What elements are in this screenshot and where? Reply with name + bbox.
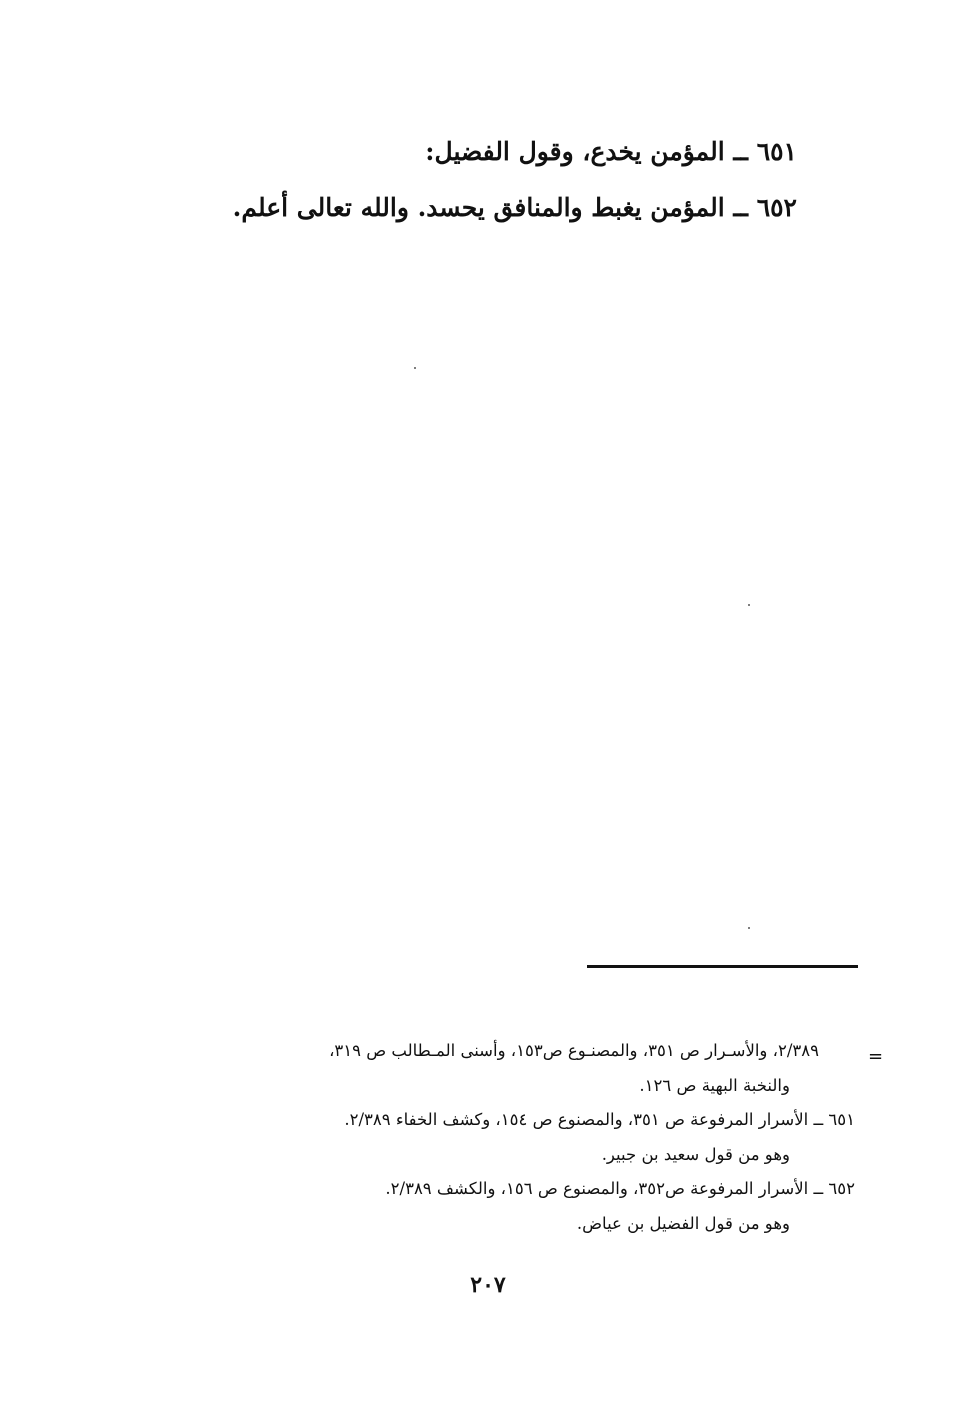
footnote-651-attribution: وهو من قول سعيد بن جبير. (601, 1145, 790, 1164)
footnote-651: ٦٥١ ــ الأسرار المرفوعة ص ٣٥١، والمصنوع ص ١٥٤، وكشف الخفاء ٢/٣٨٩. (344, 1110, 855, 1129)
footnote-652-attribution: وهو من قول الفضيل بن عياض. (576, 1214, 790, 1233)
scan-speck (748, 604, 750, 606)
continuation-marker: = (868, 1046, 884, 1067)
scan-speck (414, 367, 416, 369)
footnote-652: ٦٥٢ ــ الأسرار المرفوعة ص٣٥٢، والمصنوع ص ١٥٦، والكشف ٢/٣٨٩. (385, 1179, 855, 1198)
footnote-continuation-line: والنخبة البهية ص ١٢٦. (639, 1076, 790, 1095)
footnote-separator-rule (587, 965, 858, 968)
page-number: ٢٠٧ (470, 1272, 506, 1298)
hadith-652-text: ٦٥٢ ــ المؤمن يغبط والمنافق يحسد. والله تعالى أعلم. (232, 193, 797, 222)
footnote-continuation-line: ٢/٣٨٩، والأسـرار ص ٣٥١، والمصنـوع ص١٥٣، وأسنى المـطالب ص ٣١٩، (329, 1041, 819, 1060)
hadith-651-text: ٦٥١ ــ المؤمن يخدع، وقول الفضيل: (425, 137, 797, 166)
scan-speck (748, 927, 750, 929)
